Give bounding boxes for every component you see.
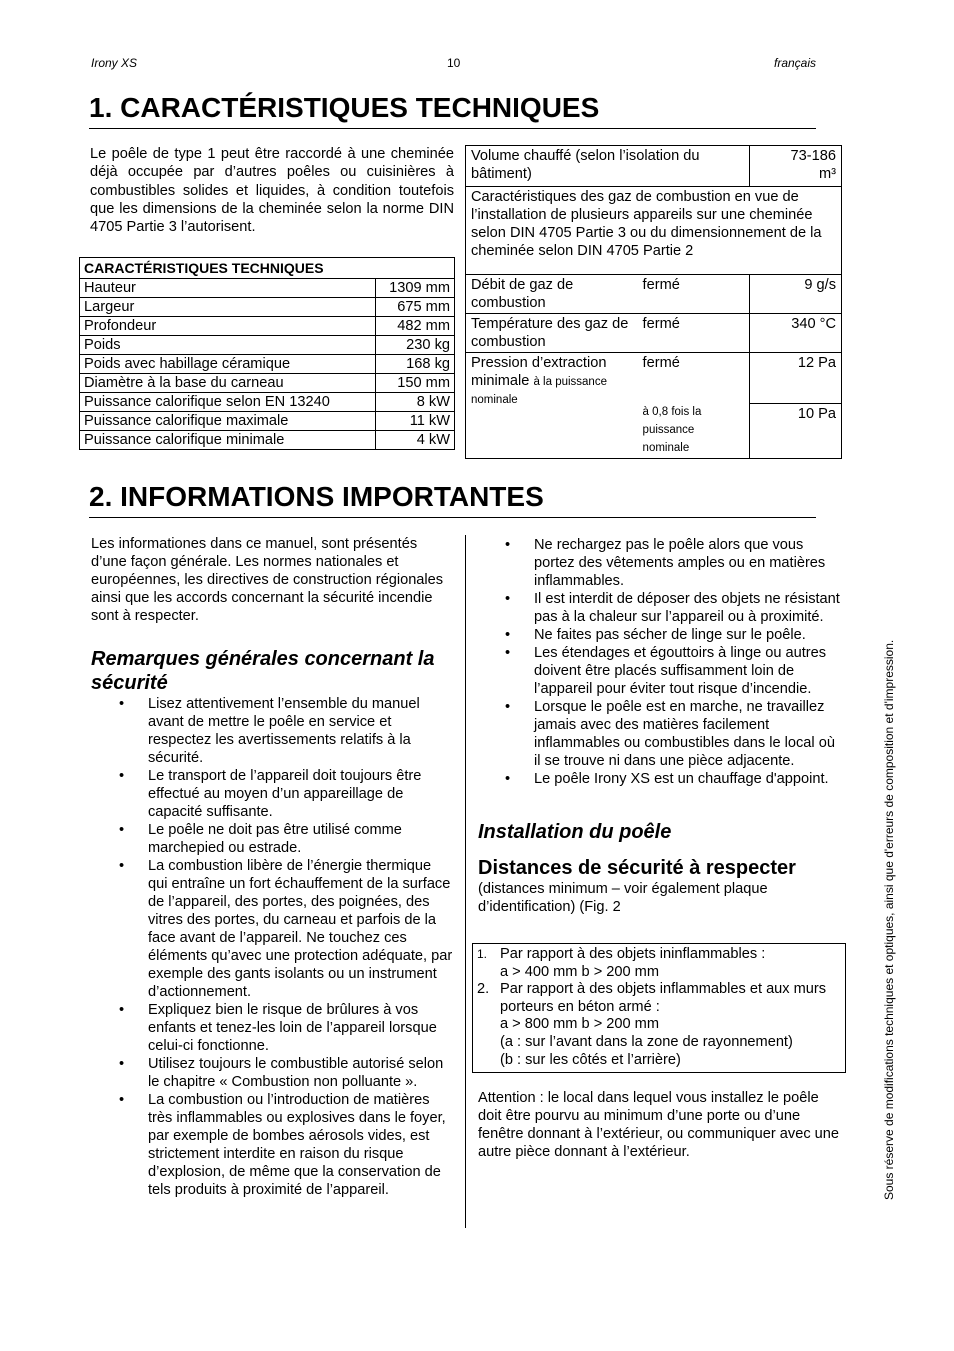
distance-item-number: 1. xyxy=(477,947,488,961)
gas-row-pressure xyxy=(466,353,842,404)
bullet-item xyxy=(477,536,843,590)
distance-line: a > 800 mm b > 200 mm xyxy=(500,1016,659,1033)
distance-line: Par rapport à des objets inflammables et aux murs porteurs en béton armé : xyxy=(500,981,827,1015)
spec-label: Largeur xyxy=(80,298,376,317)
spec-label: Diamètre à la base du carneau xyxy=(80,374,376,393)
bullet-text: Il est interdit de déposer des objets ne résistant pas à la chaleur sur l’appareil ou à proximité. xyxy=(534,591,840,625)
bullet-text: Utilisez toujours le combustible autorisé selon le chapitre « Combustion non polluante ». xyxy=(148,1056,444,1090)
spec-row xyxy=(80,393,455,412)
distance-line: a > 400 mm b > 200 mm xyxy=(500,963,659,980)
side-disclaimer: Sous réserve de modifications techniques et optiques, ainsi que d'erreurs de composition et d'impression. xyxy=(882,639,896,1200)
distances-title: Distances de sécurité à respecter xyxy=(478,857,796,879)
spec-row xyxy=(80,279,455,298)
spec-row xyxy=(80,412,455,431)
gas-temp-value: 340 °C xyxy=(749,314,841,353)
gas-desc: Caractéristiques des gaz de combustion en vue de l’installation de plusieurs appareils sur une cheminée selon DIN 4705 Partie 3 ou du dimensionnement de la cheminée selon DIN 4705 Partie 2 xyxy=(466,187,842,275)
section1-intro: Le poêle de type 1 peut être raccordé à une cheminée déjà occupée par d’autres poêles ou cuisinières à combustibles solides et liquides, à condition toutefois que les dimensions de la cheminée selon la norme DIN 4705 Partie 3 l’autorisent. xyxy=(90,146,454,236)
column-divider xyxy=(465,535,466,1228)
bullet-icon: • xyxy=(505,699,511,715)
distance-item-number: 2. xyxy=(477,981,490,998)
bullet-item xyxy=(91,821,453,857)
bullet-item xyxy=(91,767,453,821)
gas-row-volume xyxy=(466,146,842,187)
distances-note: (distances minimum – voir également plaque d’identification) (Fig. 2 xyxy=(478,881,768,915)
bullet-text: Le poêle ne doit pas être utilisé comme marchepied ou estrade. xyxy=(148,822,402,856)
bullet-icon: • xyxy=(119,696,125,712)
bullet-item xyxy=(91,1091,453,1199)
gas-pressure-label-small: à la puissance nominale xyxy=(471,376,607,406)
bullet-text: Expliquez bien le risque de brûlures à vos enfants et tenez-les loin de l’appareil lorsque celui-ci fonctionne. xyxy=(148,1002,437,1054)
bullet-icon: • xyxy=(119,768,125,784)
distance-line: (b : sur les côtés et l’arrière) xyxy=(500,1051,681,1068)
bullet-icon: • xyxy=(505,537,511,553)
bullet-icon: • xyxy=(505,645,511,661)
bullet-icon: • xyxy=(505,591,511,607)
gas-volume-value-text: 73-186 m³ xyxy=(790,148,836,182)
header-doc-title: Irony XS xyxy=(91,56,138,70)
gas-flow-label: Débit de gaz de combustion xyxy=(466,275,638,314)
distance-line: Par rapport à des objets ininflammables : xyxy=(500,946,766,962)
bullet-icon: • xyxy=(119,1092,125,1108)
gas-pressure-value: 12 Pa xyxy=(749,353,841,404)
bullet-icon: • xyxy=(119,1056,125,1072)
spec-value: 11 kW xyxy=(376,412,455,431)
bullet-icon: • xyxy=(505,627,511,643)
gas-flow-state: fermé xyxy=(638,275,750,314)
bullet-item xyxy=(91,857,453,1001)
section2-title: 2. INFORMATIONS IMPORTANTES xyxy=(89,480,816,518)
gas-pressure-reduced-value: 10 Pa xyxy=(749,403,841,459)
safety-list-left xyxy=(91,695,453,1199)
bullet-text: Lisez attentivement l’ensemble du manuel avant de mettre le poêle en service et respectez les avertissements relatifs à la sécurité. xyxy=(148,696,420,766)
gas-temp-label: Température des gaz de combustion xyxy=(466,314,638,353)
bullet-text: Le poêle Irony XS est un chauffage d'appoint. xyxy=(534,771,829,787)
gas-flow-value: 9 g/s xyxy=(749,275,841,314)
bullet-text: Ne faites pas sécher de linge sur le poêle. xyxy=(534,627,806,643)
safety-title: Remarques générales concernant la sécurité xyxy=(91,648,435,694)
spec-label: Puissance calorifique selon EN 13240 xyxy=(80,393,376,412)
spec-label: Profondeur xyxy=(80,317,376,336)
section2-intro: Les informationes dans ce manuel, sont présentés d’une façon générale. Les normes nationales et européennes, les directives de construction régionales ainsi que les accords concernant la sécurité incendie sont à respecter. xyxy=(91,536,444,624)
gas-pressure-state: fermé xyxy=(638,353,750,404)
spec-header-row xyxy=(80,258,455,279)
bullet-text: La combustion libère de l’énergie thermique qui entraîne un fort échauffement de la surface de l’appareil, des portes, des poignées, des vitres des portes, du carneau et parfois de la face avant de l’appareil. Ne touchez ces éléments qu’avec une protection adéquate, par exemple des gants isolants ou un instrument d’actionnement. xyxy=(148,858,453,1000)
spec-label: Poids avec habillage céramique xyxy=(80,355,376,374)
gas-pressure-label-main: Pression d’extraction minimale xyxy=(471,355,607,389)
spec-row xyxy=(80,355,455,374)
gas-pressure-label xyxy=(466,353,638,459)
spec-label: Puissance calorifique minimale xyxy=(80,431,376,450)
spec-value: 150 mm xyxy=(376,374,455,393)
bullet-item xyxy=(477,770,843,788)
distance-item xyxy=(473,981,845,1069)
spec-label: Puissance calorifique maximale xyxy=(80,412,376,431)
bullet-text: Les étendages et égouttoirs à linge ou autres doivent être placés suffisamment loin de l’appareil pour éviter tout risque d’incendie. xyxy=(534,645,827,697)
bullet-icon: • xyxy=(119,1002,125,1018)
spec-table xyxy=(79,257,455,450)
bullet-item xyxy=(477,590,843,626)
gas-pressure-reduced-state: à 0,8 fois la puissance nominale xyxy=(638,403,750,459)
bullet-item xyxy=(477,626,843,644)
spec-row xyxy=(80,431,455,450)
bullet-item xyxy=(477,698,843,770)
spec-value: 482 mm xyxy=(376,317,455,336)
bullet-item xyxy=(91,695,453,767)
spec-value: 8 kW xyxy=(376,393,455,412)
gas-temp-state: fermé xyxy=(638,314,750,353)
gas-row-desc xyxy=(466,187,842,275)
bullet-item xyxy=(91,1055,453,1091)
bullet-icon: • xyxy=(505,771,511,787)
spec-label: Poids xyxy=(80,336,376,355)
gas-volume-label: Volume chauffé (selon l’isolation du bâtiment) xyxy=(466,146,750,187)
gas-row-flow xyxy=(466,275,842,314)
section2-right-column xyxy=(478,536,843,916)
spec-label: Hauteur xyxy=(80,279,376,298)
spec-table-title: CARACTÉRISTIQUES TECHNIQUES xyxy=(80,258,455,279)
header-language: français xyxy=(774,56,817,70)
spec-value: 4 kW xyxy=(376,431,455,450)
spec-row xyxy=(80,336,455,355)
safety-list-right xyxy=(477,536,843,788)
section2-left-column xyxy=(91,535,453,1199)
bullet-item xyxy=(477,644,843,698)
spec-row xyxy=(80,317,455,336)
spec-row xyxy=(80,298,455,317)
gas-volume-value xyxy=(749,146,841,187)
distance-item xyxy=(473,946,845,981)
spec-row xyxy=(80,374,455,393)
bullet-text: La combustion ou l’introduction de matières très inflammables ou explosives dans le foyer, par exemple de bombes aérosols vides, est strictement interdite en raison du risque d’explosion, de même que la conservation de tels produits à proximité de l’appareil. xyxy=(148,1092,446,1198)
bullet-icon: • xyxy=(119,858,125,874)
install-title: Installation du poêle xyxy=(478,821,672,843)
spec-value: 168 kg xyxy=(376,355,455,374)
bullet-text: Lorsque le poêle est en marche, ne travaillez jamais avec des matières facilement inflammables ou combustibles dans le local où il se trouve ni dans une pièce adjacente. xyxy=(534,699,835,769)
spec-value: 675 mm xyxy=(376,298,455,317)
header-page-number: 10 xyxy=(447,56,461,70)
bullet-item xyxy=(91,1001,453,1055)
section1-title: 1. CARACTÉRISTIQUES TECHNIQUES xyxy=(89,91,816,129)
bullet-text: Ne rechargez pas le poêle alors que vous portez des vêtements amples ou en matières inflammables. xyxy=(534,537,826,589)
bullet-icon: • xyxy=(119,822,125,838)
bullet-text: Le transport de l’appareil doit toujours être effectué au moyen d’un appareillage de capacité suffisante. xyxy=(148,768,422,820)
gas-row-temp xyxy=(466,314,842,353)
distance-line: (a : sur l’avant dans la zone de rayonnement) xyxy=(500,1033,793,1050)
distances-box xyxy=(472,943,846,1073)
spec-value: 1309 mm xyxy=(376,279,455,298)
spec-value: 230 kg xyxy=(376,336,455,355)
gas-table xyxy=(465,145,842,459)
attention-note: Attention : le local dans lequel vous installez le poêle doit être pourvu au minimum d’une porte ou d’une fenêtre donnant à l’extérieur, ou communiquer avec une autre pièce donnant à l’extérieur. xyxy=(478,1090,840,1160)
